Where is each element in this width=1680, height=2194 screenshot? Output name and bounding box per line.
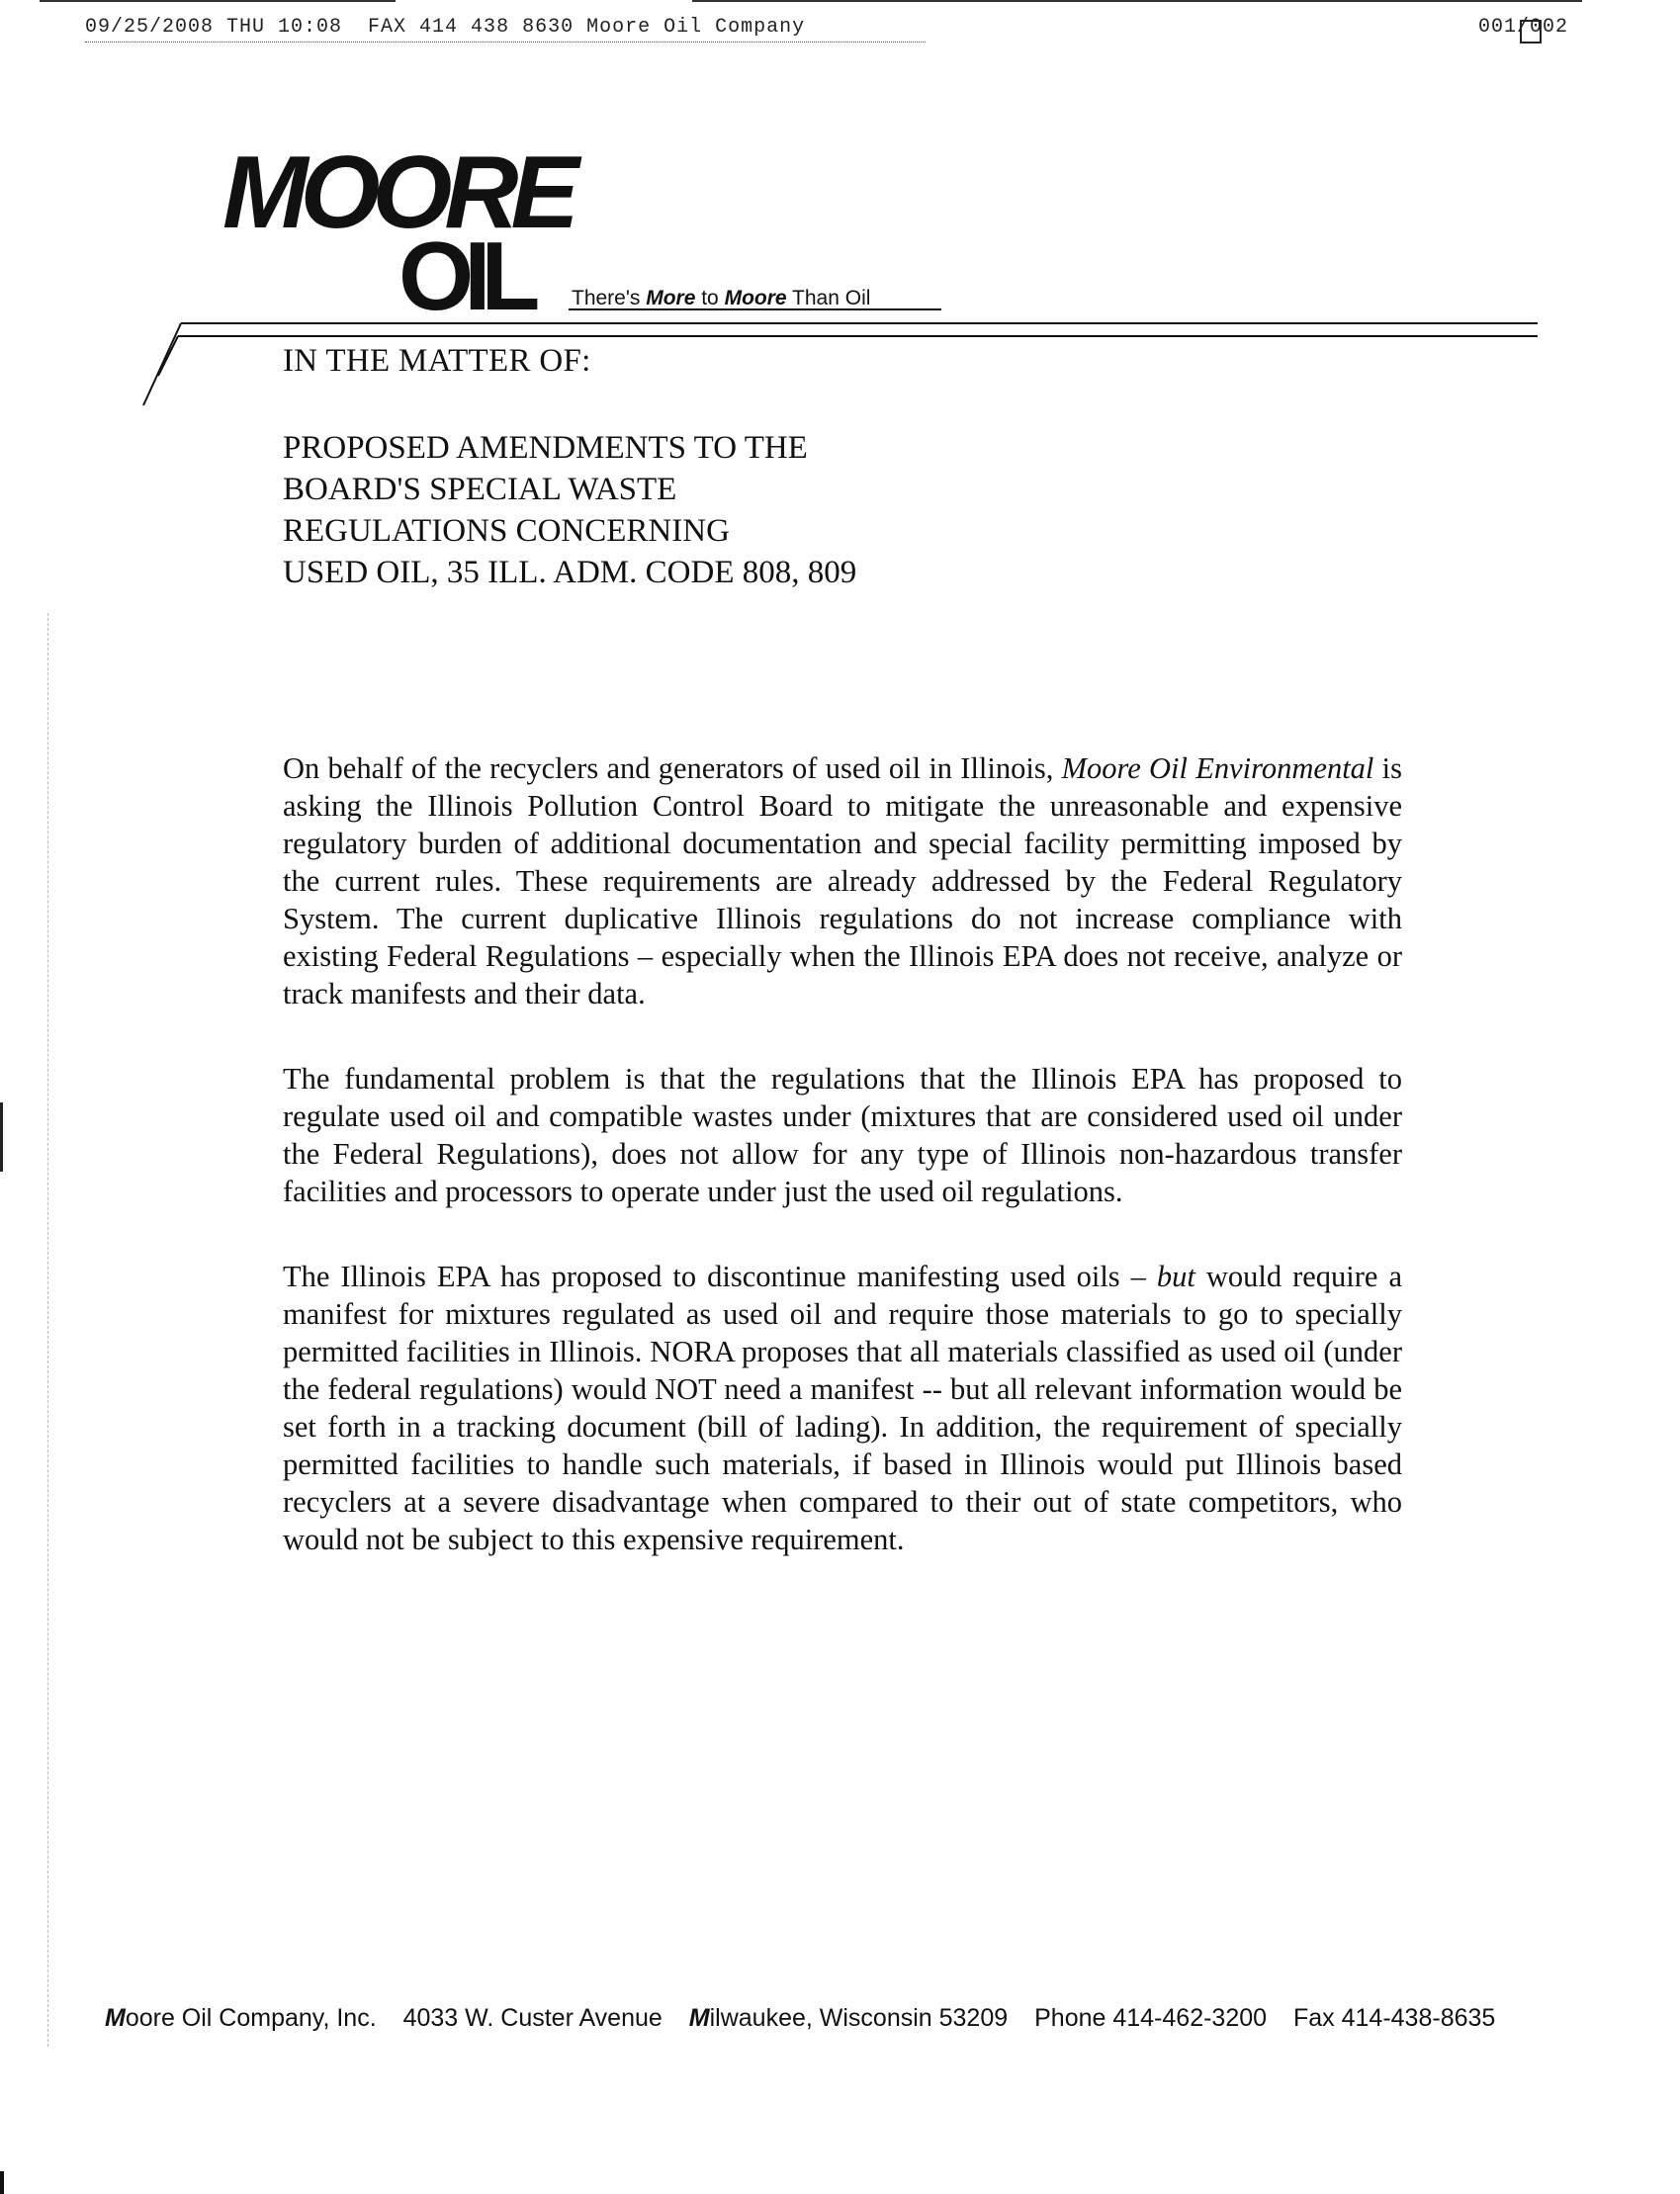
- paragraph-text: is asking the Illinois Pollution Control Board to mitigate the unreasonable and expensive regulatory burden of additional documentation and special facility permitting imposed by the current rules. These requirements are already addressed by the Federal Regulatory System. The current duplicative Illinois regulations do not increase compliance with existing Federal Regulations – especially when the Illinois EPA does not receive, analyze or track manifests and their data.: [283, 751, 1403, 1010]
- tagline-more: More: [646, 287, 696, 309]
- matter-heading: IN THE MATTER OF:: [283, 343, 591, 379]
- tagline-part: Than Oil: [786, 287, 871, 309]
- scan-artifact-mark: [0, 2171, 4, 2194]
- body-paragraph-2: The fundamental problem is that the regulations that the Illinois EPA has proposed to regulate used oil and compatible wastes under (mixtures that are considered used oil under the Federal Regulations), does not allow for any type of Illinois non-hazardous transfer facilities and processors to operate under just the used oil regulations.: [283, 1062, 1402, 1208]
- letterhead-footer: [105, 2004, 1628, 2033]
- fax-top-rule: [40, 0, 396, 2]
- letterhead-rules: [0, 297, 1680, 415]
- fax-header-text: 09/25/2008 THU 10:08 FAX 414 438 8630 Moore Oil Company: [85, 16, 806, 39]
- logo-oil-text: OIL: [398, 221, 531, 314]
- footer-city-name: ilwaukee, Wisconsin 53209: [709, 2004, 1009, 2032]
- letterhead-slash-1: [143, 323, 181, 405]
- paragraph-text: The Illinois EPA has proposed to discontinue manifesting used oils –: [283, 1260, 1157, 1293]
- emphasis-but: but: [1156, 1260, 1195, 1293]
- tagline-part: to: [695, 287, 725, 309]
- footer-address: 4033 W. Custer Avenue: [402, 2004, 663, 2032]
- tagline-part: There's: [572, 287, 647, 309]
- scan-edge-line: [47, 613, 49, 2047]
- paragraph-text: would require a manifest for mixtures regulated as used oil and require those materials to go to specially permitted facilities in Illinois. NORA proposes that all materials classified as used oil (under the federal regulations) would NOT need a manifest -- but all relevant information would be set forth in a tracking document (bill of lading). In addition, the requirement of specially permitted facilities to handle such materials, if based in Illinois would put Illinois based recyclers at a severe disadvantage when compared to their out of state competitors, who would not be subject to this expensive requirement.: [283, 1260, 1402, 1556]
- footer-phone: Phone 414-462-3200: [1034, 2004, 1268, 2032]
- matter-title-line: REGULATIONS CONCERNING: [283, 513, 730, 549]
- footer-company-m: M: [105, 2004, 126, 2032]
- matter-title-line: PROPOSED AMENDMENTS TO THE: [283, 430, 808, 466]
- matter-title-line: BOARD'S SPECIAL WASTE: [283, 472, 677, 507]
- body-paragraph-1: [283, 749, 1402, 1012]
- logo-moore-text: MOORE: [222, 136, 572, 250]
- footer-company-name: oore Oil Company, Inc.: [125, 2004, 377, 2032]
- company-name-italic: Moore Oil Environmental: [1061, 751, 1374, 785]
- fax-checkbox-icon: [1520, 20, 1542, 44]
- fax-header-underline: [85, 42, 926, 44]
- scan-artifact-mark: [0, 1102, 3, 1172]
- footer-city-m: M: [688, 2004, 710, 2032]
- body-paragraph-3: [283, 1258, 1402, 1558]
- fax-page-indicator: 001/002: [1477, 16, 1568, 39]
- paragraph-text: On behalf of the recyclers and generators of used oil in Illinois,: [283, 751, 1062, 785]
- letter-body: [283, 749, 1402, 1600]
- footer-company: [105, 2004, 377, 2032]
- letterhead-slash-2: [158, 336, 178, 376]
- matter-title-line: USED OIL, 35 ILL. ADM. CODE 808, 809: [283, 555, 857, 590]
- footer-city: [689, 2004, 1008, 2032]
- matter-title: [283, 427, 856, 593]
- fax-top-rule-right: [692, 0, 1582, 2]
- footer-fax: Fax 414-438-8635: [1293, 2004, 1496, 2032]
- tagline-moore: Moore: [724, 287, 787, 309]
